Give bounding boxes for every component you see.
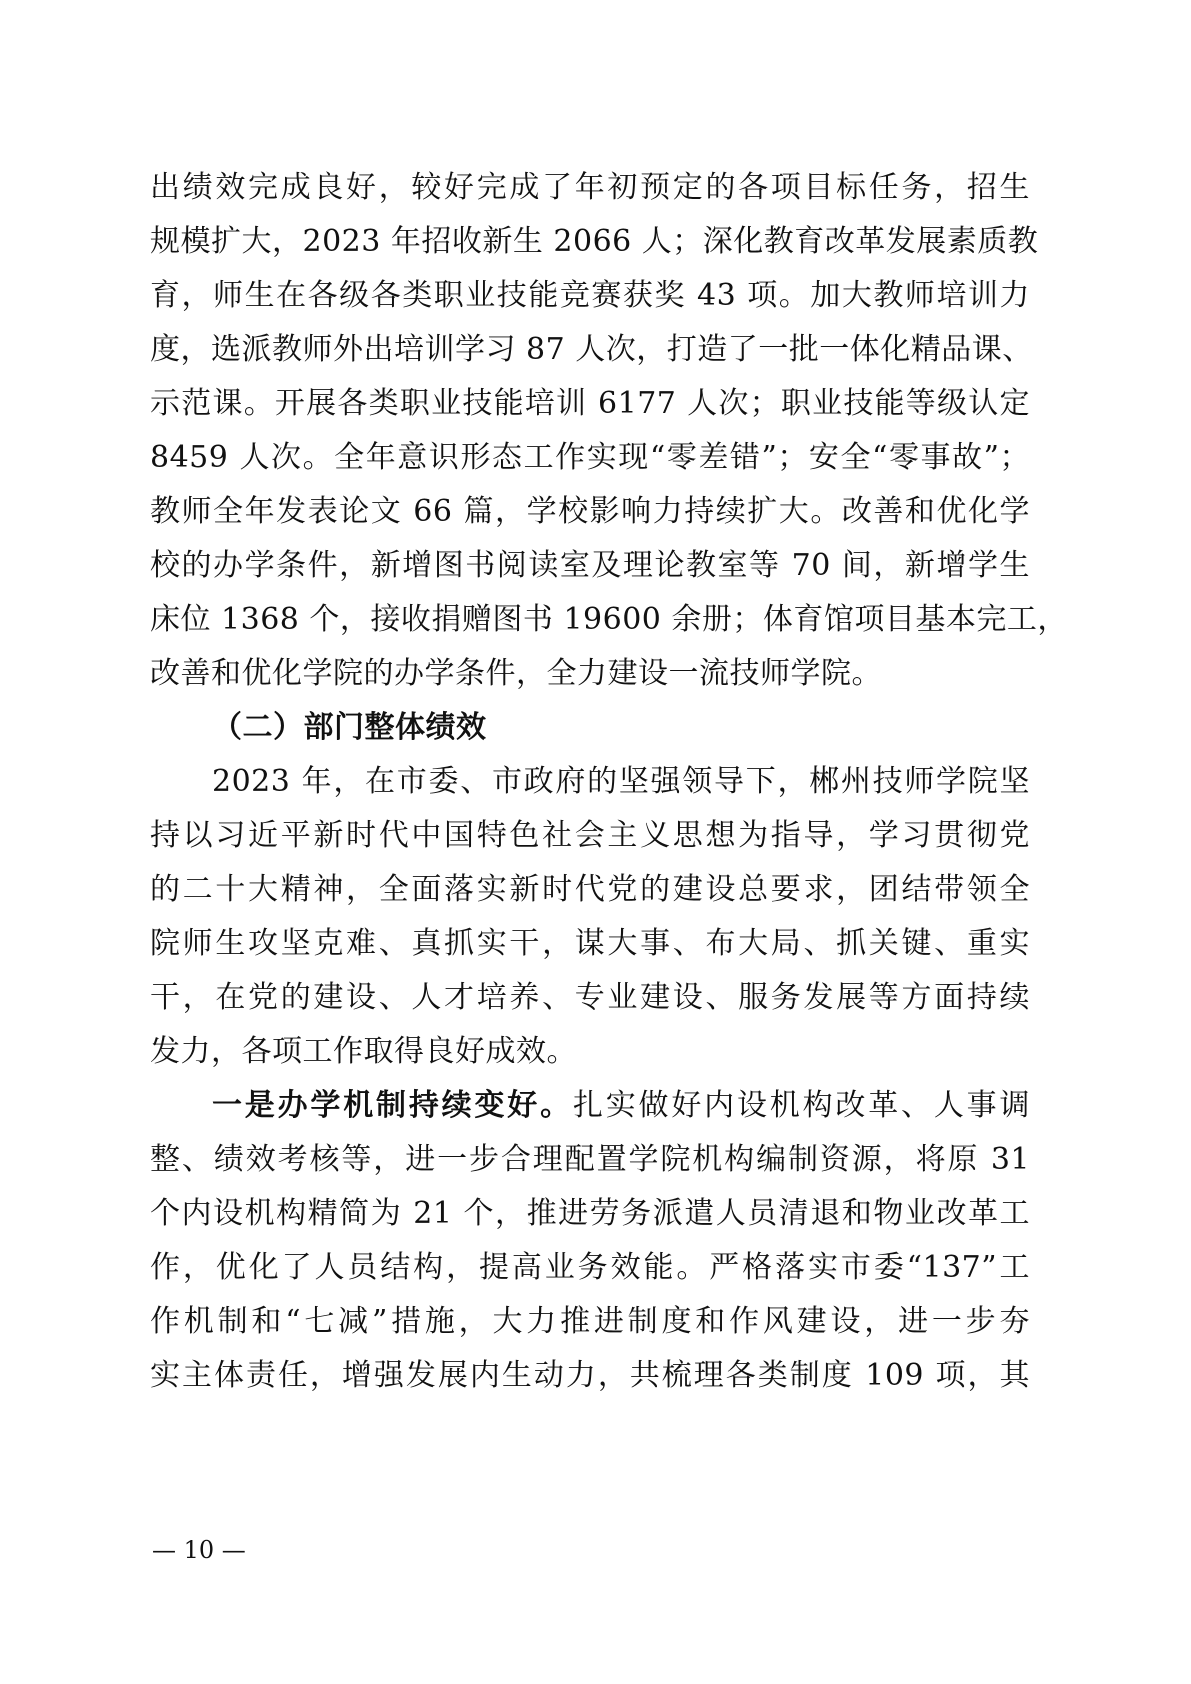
paragraph-3-line-4: 作，优化了人员结构，提高业务效能。严格落实市委“137”工: [150, 1250, 1030, 1285]
paragraph-1-line-4: 度，选派教师外出培训学习 87 人次，打造了一批一体化精品课、: [150, 332, 1033, 367]
paragraph-1-line-9: 床位 1368 个，接收捐赠图书 19600 余册；体育馆项目基本完工，: [150, 602, 1068, 637]
paragraph-3-line-2: 整、绩效考核等，进一步合理配置学院机构编制资源，将原 31: [150, 1142, 1030, 1177]
paragraph-3-line-5: 作机制和“七减”措施，大力推进制度和作风建设，进一步夯: [150, 1304, 1030, 1339]
page-number: — 10 —: [152, 1536, 246, 1564]
paragraph-1-line-3: 育，师生在各级各类职业技能竞赛获奖 43 项。加大教师培训力: [150, 278, 1030, 313]
paragraph-3-line-6: 实主体责任，增强发展内生动力，共梳理各类制度 109 项，其: [150, 1358, 1030, 1393]
paragraph-3-lead-bold: 一是办学机制持续变好。: [212, 1088, 573, 1123]
paragraph-1-line-6: 8459 人次。全年意识形态工作实现“零差错”；安全“零事故”；: [150, 440, 1030, 475]
paragraph-2-line-3: 的二十大精神，全面落实新时代党的建设总要求，团结带领全: [150, 872, 1030, 907]
paragraph-1-line-2: 规模扩大，2023 年招收新生 2066 人；深化教育改革发展素质教: [150, 224, 1039, 259]
paragraph-2-line-1: 2023 年，在市委、市政府的坚强领导下，郴州技师学院坚: [212, 764, 1030, 799]
paragraph-1-line-10: 改善和优化学院的办学条件，全力建设一流技师学院。: [150, 656, 882, 691]
paragraph-3-line-1: [212, 1078, 1030, 1134]
paragraph-1-line-8: 校的办学条件，新增图书阅读室及理论教室等 70 间，新增学生: [150, 548, 1030, 583]
paragraph-3-line-3: 个内设机构精简为 21 个，推进劳务派遣人员清退和物业改革工: [150, 1196, 1030, 1231]
paragraph-2-line-6: 发力，各项工作取得良好成效。: [150, 1034, 577, 1069]
paragraph-1-line-1: 出绩效完成良好，较好完成了年初预定的各项目标任务，招生: [150, 170, 1030, 205]
paragraph-1-line-7: 教师全年发表论文 66 篇，学校影响力持续扩大。改善和优化学: [150, 494, 1030, 529]
paragraph-3-lead-rest: 扎实做好内设机构改革、人事调: [572, 1088, 1030, 1123]
paragraph-2-line-2: 持以习近平新时代中国特色社会主义思想为指导，学习贯彻党: [150, 818, 1030, 853]
paragraph-2-line-5: 干，在党的建设、人才培养、专业建设、服务发展等方面持续: [150, 980, 1030, 1015]
paragraph-1-line-5: 示范课。开展各类职业技能培训 6177 人次；职业技能等级认定: [150, 386, 1030, 421]
paragraph-2-line-4: 院师生攻坚克难、真抓实干，谋大事、布大局、抓关键、重实: [150, 926, 1030, 961]
section-heading: （二）部门整体绩效: [212, 710, 487, 745]
